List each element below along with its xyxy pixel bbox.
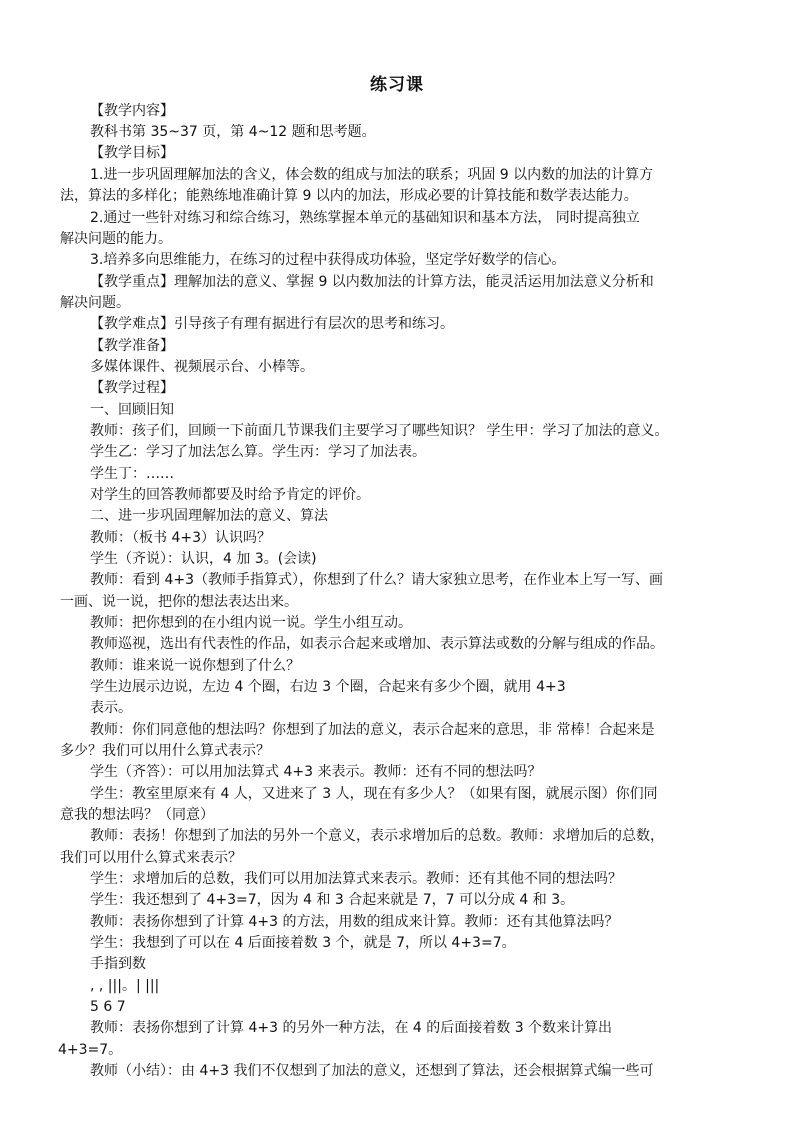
text-line: 学生（齐说）：认识，4 加 3。(会读) bbox=[90, 551, 317, 567]
text-line: 教师（小结）：由 4+3 我们不仅想到了加法的意义，还想到了算法，还会根据算式编一些可 bbox=[90, 1063, 654, 1079]
text-line: 3.培养多向思维能力，在练习的过程中获得成功体验，坚定学好数学的信心。 bbox=[90, 252, 566, 268]
text-line: 教师：你们同意他的想法吗？你想到了加法的意义，表示合起来的意思，非 常棒！合起来是 bbox=[90, 722, 655, 738]
text-line: 多媒体课件、视频展示台、小棒等。 bbox=[90, 359, 314, 375]
text-line: 学生（齐答）：可以用加法算式 4+3 来表示。教师：还有不同的想法吗？ bbox=[90, 764, 542, 780]
text-line: 学生边展示边说，左边 4 个圈，右边 3 个圈，合起来有多少个圈，就用 4+3 bbox=[90, 679, 566, 695]
text-line: 教师：把你想到的在小组内说一说。学生小组互动。 bbox=[90, 615, 412, 631]
text-line: 教师：谁来说一说你想到了什么？ bbox=[90, 658, 300, 674]
section-heading-key-points: 【教学重点】理解加法的意义、掌握 9 以内数加法的计算方法，能灵活运用加法意义分析和 bbox=[90, 274, 654, 290]
text-line: 教师：表扬！你想到了加法的另外一个意义，表示求增加后的总数。教师：求增加后的总数， bbox=[90, 828, 664, 844]
text-line: 教科书第 35~37 页，第 4~12 题和思考题。 bbox=[90, 124, 376, 140]
text-line: 4+3=7。 bbox=[58, 1042, 123, 1058]
section-heading-difficulties: 【教学难点】引导孩子有理有据进行有层次的思考和练习。 bbox=[90, 316, 454, 332]
text-line: 我们可以用什么算式来表示？ bbox=[60, 850, 242, 866]
section-heading-process: 【教学过程】 bbox=[90, 380, 174, 396]
subheading-consolidate: 二、进一步巩固理解加法的意义、算法 bbox=[90, 508, 328, 524]
text-line: 教师：（板书 4+3）认识吗？ bbox=[90, 530, 271, 546]
text-line: 学生：我想到了可以在 4 后面接着数 3 个，就是 7，所以 4+3=7。 bbox=[90, 935, 516, 951]
text-line: 1.进一步巩固理解加法的含义，体会数的组成与加法的联系；巩固 9 以内数的加法的计算方 bbox=[90, 167, 654, 183]
text-line: 一画、说一说，把你的想法表达出来。 bbox=[60, 594, 298, 610]
text-line: 教师：看到 4+3（教师手指算式），你想到了什么？请大家独立思考，在作业本上写一写、画 bbox=[90, 572, 663, 588]
section-heading-content: 【教学内容】 bbox=[90, 103, 174, 119]
subheading-review: 一、回顾旧知 bbox=[90, 402, 174, 418]
text-line: 对学生的回答教师都要及时给予肯定的评价。 bbox=[90, 487, 370, 503]
page-title: 练习课 bbox=[370, 75, 424, 95]
text-line: 意我的想法吗？（同意） bbox=[60, 807, 214, 823]
text-line: 学生：我还想到了 4+3=7，因为 4 和 3 合起来就是 7，7 可以分成 4 和 3。 bbox=[90, 892, 575, 908]
text-line: 手指到数 bbox=[90, 956, 146, 972]
section-heading-preparation: 【教学准备】 bbox=[90, 338, 174, 354]
text-line: 学生：求增加后的总数，我们可以用加法算式来表示。教师：还有其他不同的想法吗？ bbox=[90, 871, 622, 887]
text-line: 解决问题的能力。 bbox=[60, 231, 172, 247]
text-line: 教师：表扬你想到了计算 4+3 的方法，用数的组成来计算。教师：还有其他算法吗？ bbox=[90, 914, 619, 930]
text-line: 学生乙：学习了加法怎么算。学生丙：学习了加法表。 bbox=[90, 444, 426, 460]
text-line: 解决问题。 bbox=[60, 295, 130, 311]
text-line: 法，算法的多样化；能熟练地准确计算 9 以内的加法，形成必要的计算技能和数学表达能力。 bbox=[60, 188, 638, 204]
text-line: 2.通过一些针对练习和综合练习，熟练掌握本单元的基础知识和基本方法， 同时提高独立 bbox=[90, 210, 640, 226]
text-line: 教师：表扬你想到了计算 4+3 的另外一种方法，在 4 的后面接着数 3 个数来计算出 bbox=[90, 1020, 613, 1036]
counting-numbers: 5 6 7 bbox=[90, 999, 126, 1015]
text-line: 教师巡视，选出有代表性的作品，如表示合起来或增加、表示算法或数的分解与组成的作品。 bbox=[90, 636, 664, 652]
text-line: 学生：教室里原来有 4 人，又进来了 3 人，现在有多少人？（如果有图，就展示图）你们同 bbox=[90, 786, 658, 802]
counting-marks: , , |||。| ||| bbox=[90, 978, 160, 994]
text-line: 学生丁：…… bbox=[90, 466, 174, 482]
section-heading-goals: 【教学目标】 bbox=[90, 145, 174, 161]
text-line: 表示。 bbox=[90, 700, 132, 716]
text-line: 教师：孩子们，回顾一下前面几节课我们主要学习了哪些知识？ 学生甲：学习了加法的意义。 bbox=[90, 423, 669, 439]
text-line: 多少？我们可以用什么算式表示？ bbox=[60, 743, 270, 759]
